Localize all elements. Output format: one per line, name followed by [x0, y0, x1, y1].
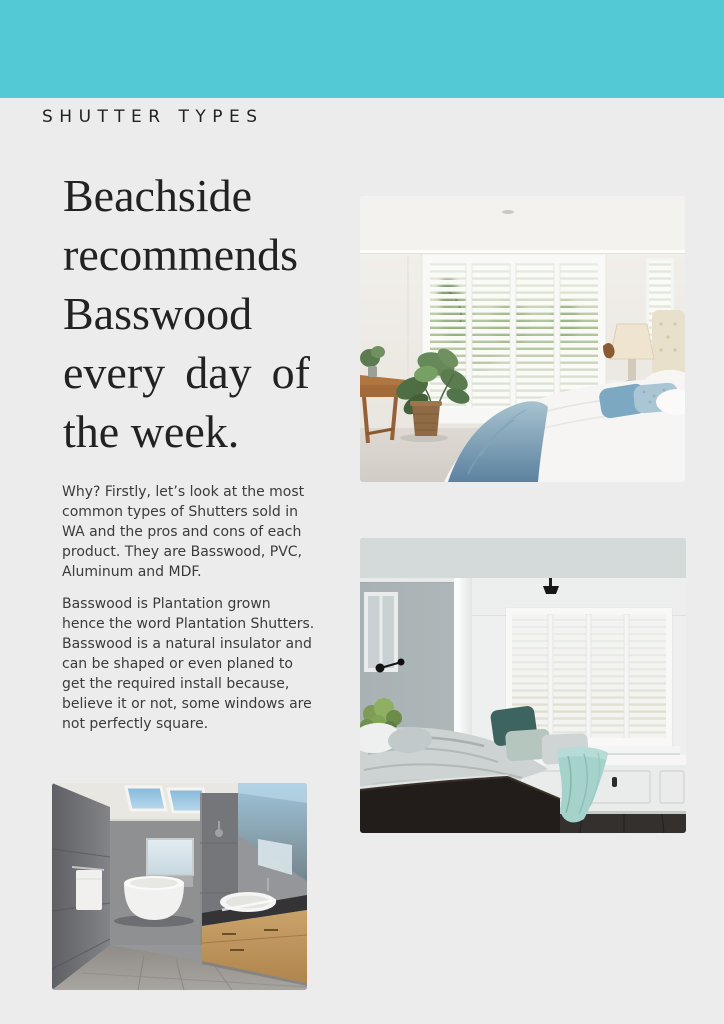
title-line: Basswood — [63, 288, 253, 339]
detail-paragraph: Basswood is Plantation grown hence the word Plantation Shutters. Basswood is a natural insulator and can be shaped or even planed to get the required install because, believe it or not, some windows are not perfectly square. — [62, 596, 315, 732]
intro-paragraph: Why? Firstly, let’s look at the most common types of Shutters sold in WA and the pros and cons of each product. They are Basswood, PVC, Aluminum and MDF. — [62, 484, 305, 580]
title-line: recommends — [63, 229, 299, 280]
title-line: every day of — [63, 347, 310, 398]
wall-sconce — [376, 664, 385, 673]
bathroom-image — [52, 783, 307, 990]
title-line: Beachside — [63, 170, 253, 221]
towel — [76, 870, 102, 910]
title-line: the week. — [63, 406, 240, 457]
shower-head — [215, 829, 223, 837]
header-accent-bar — [0, 0, 724, 98]
photo-bedroom-bay-window — [360, 538, 686, 833]
body-copy — [62, 482, 315, 734]
page-title — [63, 166, 310, 461]
skylight — [126, 787, 166, 810]
bedroom-bay-window-image — [360, 538, 686, 833]
photo-bedroom-coastal — [360, 196, 685, 482]
photo-bathroom — [52, 783, 307, 990]
bedroom-coastal-image — [360, 196, 685, 482]
section-eyebrow: SHUTTER TYPES — [42, 107, 264, 127]
